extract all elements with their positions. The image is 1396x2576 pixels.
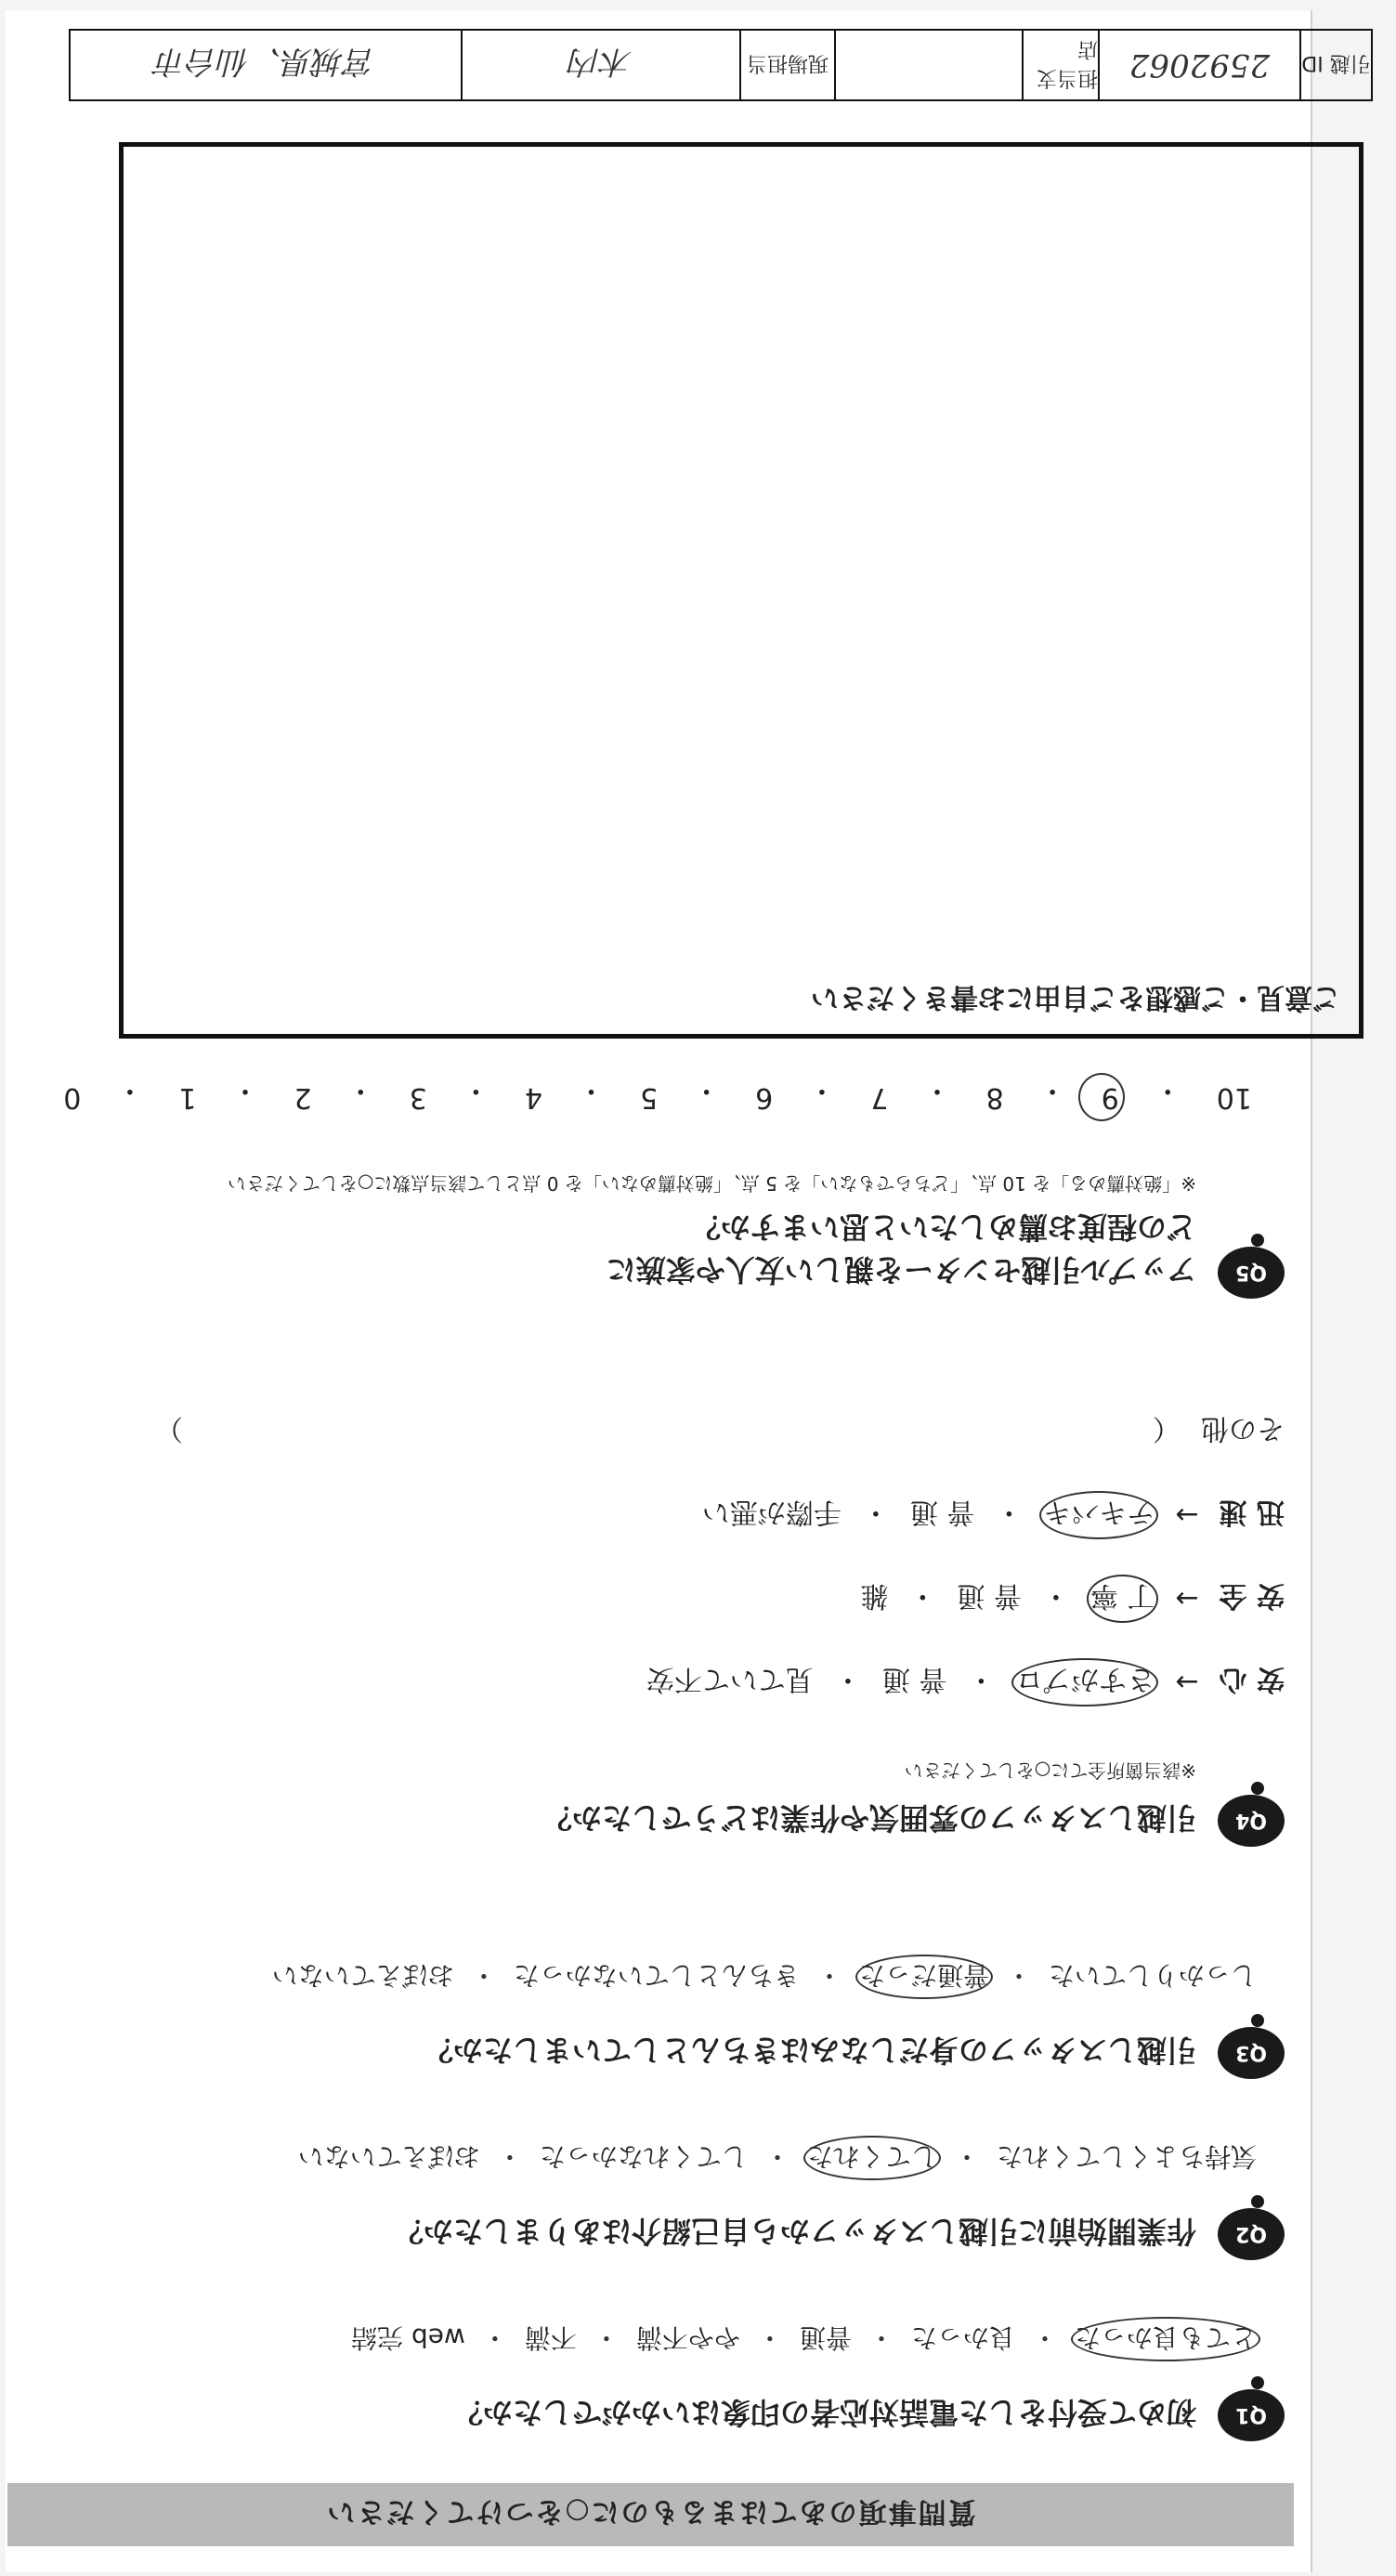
score-3[interactable]: 3 <box>409 1081 427 1114</box>
q4-row-2-option-3[interactable]: 雑 <box>860 1579 889 1612</box>
q4-row-1-option-3[interactable]: 見ていて不安 <box>646 1663 814 1695</box>
question-5 <box>21 1113 1285 1299</box>
q4-other-open: （ <box>1153 1412 1181 1445</box>
q2-options: 気持ちよくしてくれた ・ してくれた ・ してくれなかった ・ おぼえていない <box>31 2139 1257 2177</box>
question-3 <box>21 1940 1285 2079</box>
q5-score-scale: 10 ・ 9 ・ 8 ・ 7 ・ 6 ・ 5 ・ 4 ・ 3 ・ 2 ・ 1 ・ 0 <box>63 1074 1252 1114</box>
q4-row-1-option-1[interactable]: さすがプロ <box>1015 1662 1155 1703</box>
q4-row-1-option-2[interactable]: 普 通 <box>881 1663 947 1695</box>
comments-box[interactable] <box>119 142 1363 1039</box>
q1-badge: Q1 <box>1218 2389 1285 2441</box>
q4-row-2-option-1[interactable]: 丁 寧 <box>1090 1578 1155 1619</box>
question-4 <box>21 1759 1285 1847</box>
q4-text: 引越しスタッフの雰囲気や作業はどうでしたか？ <box>541 1800 1196 1836</box>
q2-option-4[interactable]: おぼえていない <box>297 2141 480 2172</box>
q1-option-6[interactable]: web 完結 <box>351 2322 465 2353</box>
instruction-text: 質問事項のあてはまるものに○をつけてください <box>325 2495 976 2528</box>
q1-option-2[interactable]: 良かった <box>910 2322 1015 2353</box>
q2-option-1[interactable]: 気持ちよくしてくれた <box>996 2141 1257 2172</box>
q3-options: しっかりしていた ・ 普通だった ・ きちんとしていなかった ・ おぼえていない <box>31 1958 1257 1995</box>
q4-row-1-label: 安 心 <box>1219 1663 1285 1695</box>
q4-row-2-option-2[interactable]: 普 通 <box>957 1579 1022 1612</box>
q4-other-close: ） <box>155 1412 183 1445</box>
customer-value[interactable]: 宮城県、仙台市 <box>155 43 376 81</box>
q2-text: 作業開始前に引越しスタッフから自己紹介はありましたか？ <box>393 2214 1196 2249</box>
branch-value[interactable] <box>834 31 1022 99</box>
q3-option-4[interactable]: おぼえていない <box>271 1960 454 1991</box>
q4-row-2-arrow: → <box>1175 1582 1199 1615</box>
q4-other-label: その他 <box>1201 1412 1285 1445</box>
q5-text-line-2: どの程度お薦めしたいと思いますか？ <box>690 1210 1196 1245</box>
q2-badge: Q2 <box>1218 2208 1285 2260</box>
q4-note: ※該当箇所全てに○をしてください <box>904 1759 1196 1782</box>
q4-row-anzen: 安 全 → 丁 寧 ・ 普 通 ・ 雑 <box>860 1578 1285 1619</box>
q4-row-3-option-2[interactable]: 普 通 <box>909 1496 975 1528</box>
q1-option-1[interactable]: とても良かった <box>1075 2321 1257 2358</box>
q4-row-1-arrow: → <box>1175 1666 1199 1699</box>
question-1 <box>21 2302 1285 2441</box>
q2-option-2[interactable]: してくれた <box>807 2139 937 2177</box>
score-2[interactable]: 2 <box>294 1081 312 1114</box>
q1-option-4[interactable]: やや不満 <box>635 2322 740 2353</box>
q4-row-3-label: 迅 速 <box>1219 1496 1285 1528</box>
q5-badge: Q5 <box>1218 1247 1285 1299</box>
score-4[interactable]: 4 <box>524 1081 542 1114</box>
leader-label: 現場担当 <box>739 31 834 99</box>
score-5[interactable]: 5 <box>640 1081 659 1114</box>
q3-option-2[interactable]: 普通だった <box>859 1958 989 1995</box>
score-1[interactable]: 1 <box>178 1081 197 1114</box>
move-id-label: 引越 ID <box>1299 31 1371 99</box>
q3-option-3[interactable]: きちんとしていなかった <box>513 1960 800 1991</box>
q4-row-jinsoku: 迅 速 → テキパキ ・ 普 通 ・ 手際が悪い <box>702 1495 1285 1536</box>
score-7[interactable]: 7 <box>870 1081 889 1114</box>
q4-row-3-option-3[interactable]: 手際が悪い <box>701 1496 842 1528</box>
q1-option-5[interactable]: 不満 <box>524 2322 577 2353</box>
instruction-header <box>7 2483 1294 2546</box>
score-10[interactable]: 10 <box>1216 1081 1252 1114</box>
q4-row-3-option-1[interactable]: テキパキ <box>1043 1495 1155 1536</box>
q1-option-3[interactable]: 普通 <box>799 2322 852 2353</box>
move-id-value[interactable]: 2592062 <box>1098 31 1299 99</box>
q2-option-3[interactable]: してくれなかった <box>539 2141 748 2172</box>
q3-option-1[interactable]: しっかりしていた <box>1048 1960 1257 1991</box>
q4-row-2-label: 安 全 <box>1219 1579 1285 1612</box>
question-2 <box>21 2121 1285 2260</box>
q4-row-anshin: 安 心 → さすがプロ ・ 普 通 ・ 見ていて不安 <box>646 1662 1285 1703</box>
q5-text-line-1: アップル引越センターを親しい友人や家族に <box>606 1252 1196 1288</box>
comments-title: ご意見・ご感想をご自由にお書きください <box>811 981 1340 1013</box>
q3-text: 引越しスタッフの身だしなみはきちんとしていましたか？ <box>423 2033 1196 2068</box>
q4-other-row <box>77 1411 1285 1452</box>
q4-badge: Q4 <box>1218 1795 1285 1847</box>
q3-badge: Q3 <box>1218 2027 1285 2079</box>
q4-row-3-arrow: → <box>1175 1498 1199 1532</box>
score-9[interactable]: 9 <box>1102 1073 1119 1114</box>
q1-options: とても良かった ・ 良かった ・ 普通 ・ やや不満 ・ 不満 ・ web 完結 <box>31 2321 1257 2358</box>
footer-table <box>69 29 1373 101</box>
q1-text: 初めて受付をした電話対応者の印象はいかがでしたか？ <box>452 2395 1196 2430</box>
q5-note: ※「絶対薦める」を 10 点、「どちらでもない」を 5 点、「絶対薦めない」を 0 点として該当点数に○をしてください <box>227 1172 1196 1195</box>
score-0[interactable]: 0 <box>63 1081 82 1114</box>
branch-label: 担当支店 <box>1022 31 1098 99</box>
score-8[interactable]: 8 <box>985 1081 1004 1114</box>
score-6[interactable]: 6 <box>755 1081 774 1114</box>
leader-value[interactable]: 木内 <box>461 31 739 99</box>
